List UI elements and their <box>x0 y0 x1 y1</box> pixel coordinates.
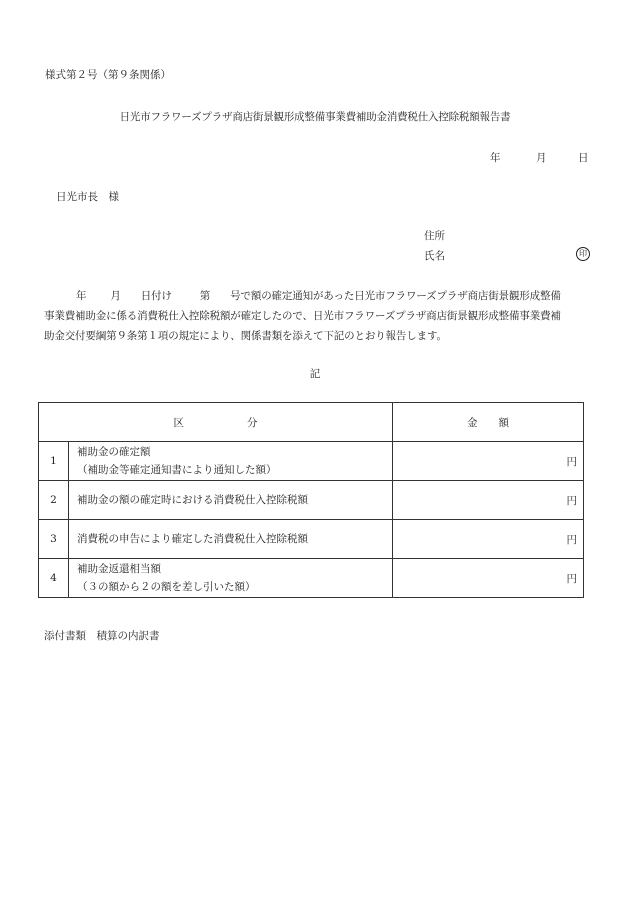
row-number: 4 <box>39 559 69 598</box>
date-month-label: 月 <box>536 152 547 164</box>
date-year-label: 年 <box>490 152 501 164</box>
row-description-line1: 補助金の額の確定時における消費税仕入控除税額 <box>77 494 308 506</box>
address-label: 住所 <box>424 230 445 242</box>
body-year: 年 <box>76 290 87 302</box>
date-day-label: 日 <box>578 152 589 164</box>
body-line-3: 助金交付要綱第９条第１項の規定により、関係書類を添えて下記のとおり報告します。 <box>44 330 447 342</box>
table-row <box>39 442 584 481</box>
yen-unit: 円 <box>566 572 577 585</box>
body-month: 月 <box>110 290 121 302</box>
row-description <box>69 481 393 520</box>
row-description-line1: 補助金の確定額 <box>77 446 151 458</box>
row-description <box>69 442 393 481</box>
name-label: 氏名 <box>424 250 445 262</box>
body-line-2: 事業費補助金に係る消費税仕入控除税額が確定したので、日光市フラワーズプラザ商店街景観形成整備事業費補 <box>44 310 561 322</box>
row-description <box>69 559 393 598</box>
form-number: 様式第２号（第９条関係） <box>45 69 171 81</box>
addressee: 日光市長 様 <box>56 191 119 203</box>
yen-unit: 円 <box>566 494 577 507</box>
header-category: 区 分 <box>39 403 393 442</box>
header-amount: 金 額 <box>393 403 584 442</box>
row-amount-cell[interactable] <box>393 481 584 520</box>
row-description-line2: （補助金等確定通知書により通知した額） <box>77 464 277 476</box>
table-row <box>39 520 584 559</box>
report-table <box>38 402 584 598</box>
row-number: 1 <box>39 442 69 481</box>
row-description-line1: 消費税の申告により確定した消費税仕入控除税額 <box>77 533 308 545</box>
document-title: 日光市フラワーズプラザ商店街景観形成整備事業費補助金消費税仕入控除税額報告書 <box>119 111 511 123</box>
row-amount-cell[interactable] <box>393 559 584 598</box>
row-amount-cell[interactable] <box>393 442 584 481</box>
table-header-row <box>39 403 584 442</box>
body-line-1 <box>44 288 561 303</box>
yen-unit: 円 <box>566 455 577 468</box>
row-description-line2: （３の額から２の額を差し引いた額） <box>77 581 256 593</box>
row-number: 3 <box>39 520 69 559</box>
yen-unit: 円 <box>566 533 577 546</box>
body-no: 第 <box>199 290 211 302</box>
row-description <box>69 520 393 559</box>
attachment-note: 添付書類 積算の内訳書 <box>44 630 160 642</box>
row-number: 2 <box>39 481 69 520</box>
row-description-line1: 補助金返還相当額 <box>77 563 161 575</box>
table-row <box>39 481 584 520</box>
row-amount-cell[interactable] <box>393 520 584 559</box>
seal-mark: 印 <box>576 247 590 261</box>
table-row <box>39 559 584 598</box>
ki-heading: 記 <box>309 368 321 380</box>
body-line-1-rest: 号で額の確定通知があった日光市フラワーズプラザ商店街景観形成整備 <box>230 290 561 302</box>
body-dated: 日付け <box>140 290 172 302</box>
